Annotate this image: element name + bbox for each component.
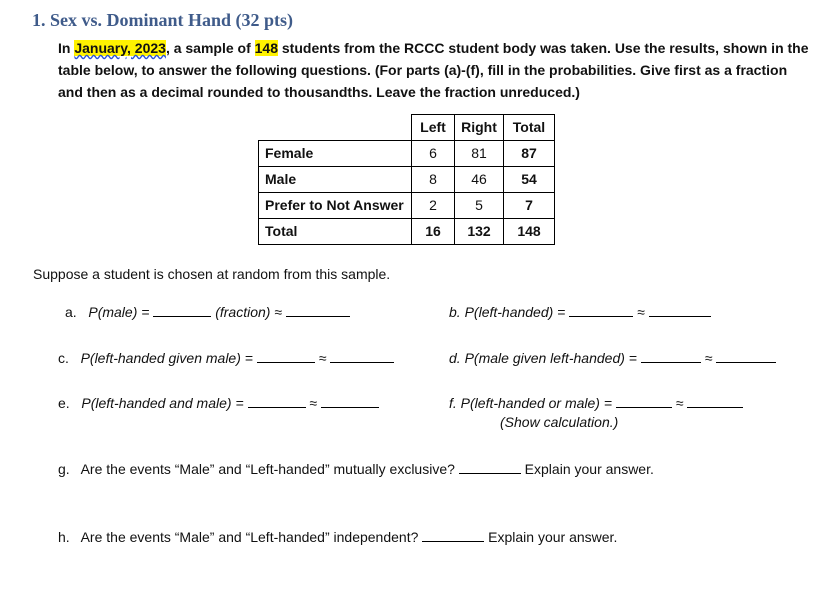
question-text: P(male) = xyxy=(88,304,154,320)
question-mid: ≈ xyxy=(314,350,331,366)
answer-blank[interactable] xyxy=(422,527,484,542)
question-number: a. xyxy=(65,304,77,320)
question-number: h. xyxy=(58,529,70,545)
question-text: P(left-handed given male) = xyxy=(80,350,257,366)
answer-blank[interactable] xyxy=(286,302,350,317)
cell-right: 5 xyxy=(455,192,504,218)
table-corner xyxy=(259,115,412,141)
question-text: Are the events “Male” and “Left-handed” independent? xyxy=(80,529,423,545)
cell-right: 81 xyxy=(455,140,504,166)
question-number: d. xyxy=(449,350,461,366)
question-number: c. xyxy=(58,350,69,366)
answer-blank[interactable] xyxy=(248,393,306,408)
table-row xyxy=(259,192,555,218)
question-f xyxy=(449,393,743,411)
answer-blank[interactable] xyxy=(569,302,633,317)
cell-right: 132 xyxy=(455,218,504,244)
question-heading: 1. Sex vs. Dominant Hand (32 pts) xyxy=(32,10,294,30)
col-header-right: Right xyxy=(455,115,504,141)
question-a xyxy=(65,302,350,320)
answer-blank[interactable] xyxy=(459,459,521,474)
table-row xyxy=(259,218,555,244)
answer-blank[interactable] xyxy=(321,393,379,408)
question-number: f. xyxy=(449,395,457,411)
intro-date: January, 2023 xyxy=(74,40,166,56)
question-mid: ≈ xyxy=(633,304,649,320)
question-tail: Explain your answer. xyxy=(484,529,618,545)
intro-paragraph xyxy=(58,37,810,103)
question-mid: ≈ xyxy=(671,395,688,411)
cell-total: 148 xyxy=(504,218,555,244)
cell-left: 8 xyxy=(412,166,455,192)
contingency-table xyxy=(258,114,555,245)
answer-blank[interactable] xyxy=(330,348,394,363)
question-text: P(male given left-handed) = xyxy=(464,350,641,366)
cell-right: 46 xyxy=(455,166,504,192)
question-text: Are the events “Male” and “Left-handed” mutually exclusive? xyxy=(80,461,459,477)
question-number: e. xyxy=(58,395,70,411)
row-label: Total xyxy=(259,218,412,244)
cell-left: 6 xyxy=(412,140,455,166)
answer-blank[interactable] xyxy=(616,393,672,408)
question-text: P(left-handed or male) = xyxy=(460,395,616,411)
question-text: P(left-handed) = xyxy=(464,304,570,320)
intro-text-2: , a sample of xyxy=(165,40,255,56)
row-label: Female xyxy=(259,140,412,166)
cell-total: 87 xyxy=(504,140,555,166)
question-g xyxy=(58,459,654,477)
answer-blank[interactable] xyxy=(257,348,315,363)
question-mid: (fraction) ≈ xyxy=(211,304,286,320)
table-row xyxy=(259,140,555,166)
answer-blank[interactable] xyxy=(649,302,711,317)
suppose-text: Suppose a student is chosen at random from this sample. xyxy=(33,266,391,282)
row-label: Prefer to Not Answer xyxy=(259,192,412,218)
question-h xyxy=(58,527,617,545)
question-c xyxy=(58,348,394,366)
table-row xyxy=(259,166,555,192)
intro-count: 148 xyxy=(254,40,278,56)
row-label: Male xyxy=(259,166,412,192)
col-header-total: Total xyxy=(504,115,555,141)
cell-total: 7 xyxy=(504,192,555,218)
show-calculation-note: (Show calculation.) xyxy=(500,414,619,430)
answer-blank[interactable] xyxy=(641,348,701,363)
col-header-left: Left xyxy=(412,115,455,141)
question-text: P(left-handed and male) = xyxy=(81,395,248,411)
cell-left: 16 xyxy=(412,218,455,244)
answer-blank[interactable] xyxy=(687,393,743,408)
question-mid: ≈ xyxy=(305,395,321,411)
question-d xyxy=(449,348,776,366)
table-header-row xyxy=(259,115,555,141)
intro-text-1: In xyxy=(58,40,75,56)
intro-text-3: students from the RCCC student body was taken. Use the results, shown in the table below, to answer the following questions. (For parts (a)-(f), fill in the probabilities. Give first as a fraction and then as a decimal rounded to thousandths. Leave the fraction unreduced.) xyxy=(58,40,809,100)
question-number: g. xyxy=(58,461,70,477)
question-tail: Explain your answer. xyxy=(520,461,654,477)
question-e xyxy=(58,393,379,411)
answer-blank[interactable] xyxy=(716,348,776,363)
question-b xyxy=(449,302,711,320)
cell-left: 2 xyxy=(412,192,455,218)
answer-blank[interactable] xyxy=(153,302,211,317)
cell-total: 54 xyxy=(504,166,555,192)
question-number: b. xyxy=(449,304,461,320)
question-mid: ≈ xyxy=(700,350,717,366)
